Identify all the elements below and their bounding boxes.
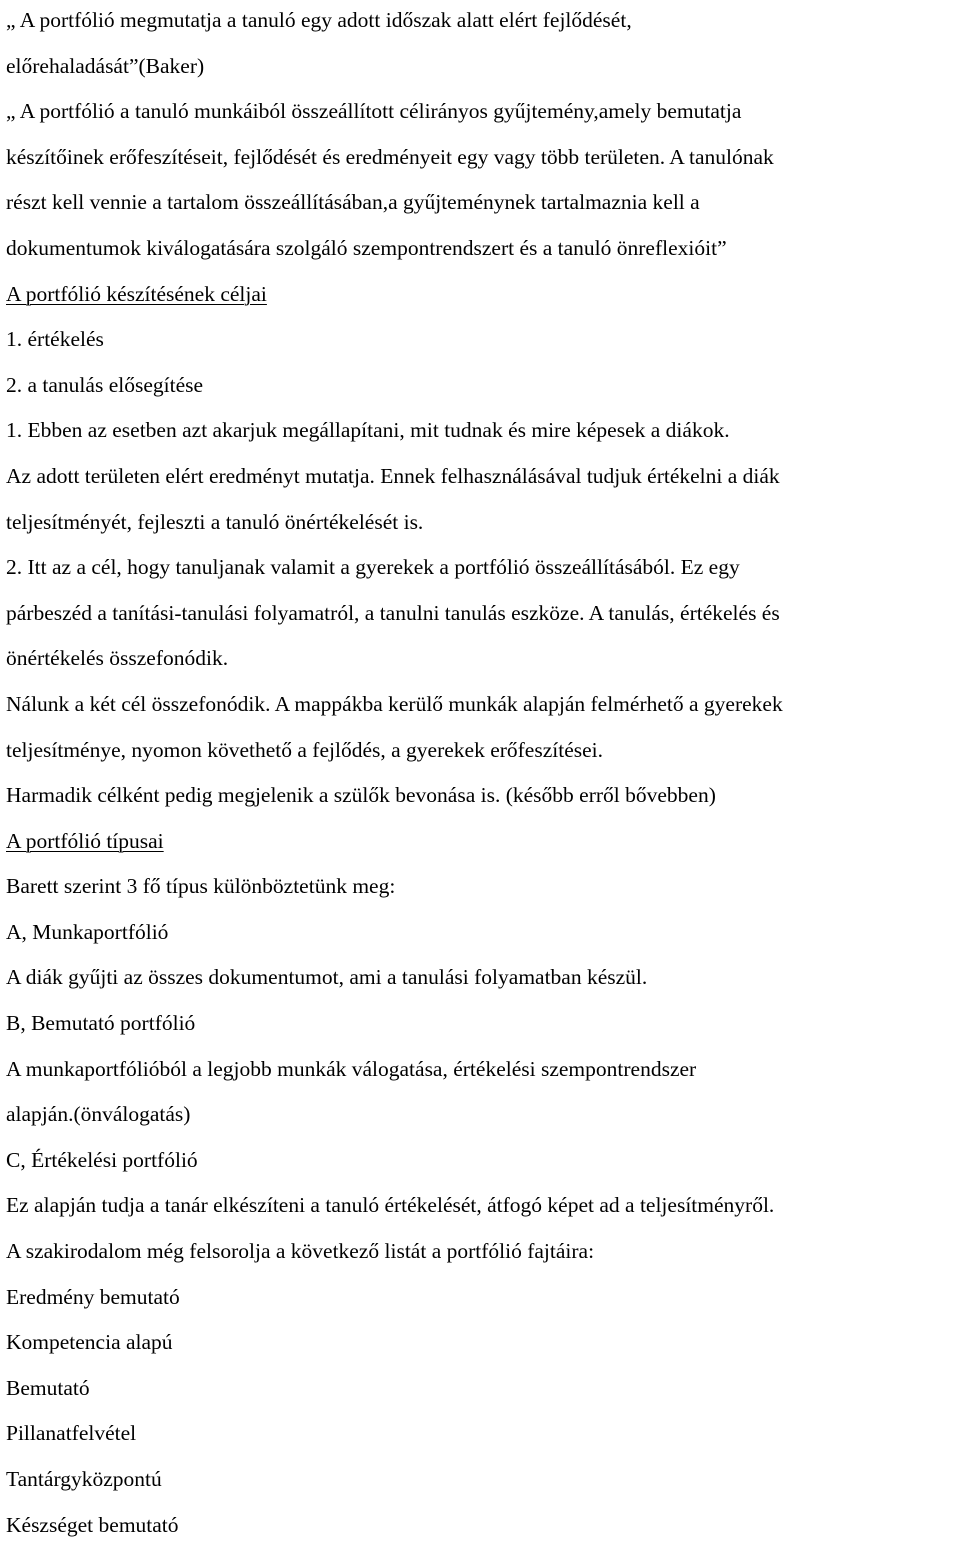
quote-definition-line-4: dokumentumok kiválogatására szolgáló szempontrendszert és a tanuló önreflexióit” [6, 235, 727, 260]
goal-item-1: 1. értékelés [6, 327, 104, 352]
third-goal-line: Harmadik célként pedig megjelenik a szülők bevonása is. (később erről bővebben) [6, 783, 716, 808]
goal-2-paragraph-line-3: önértékelés összefonódik. [6, 646, 229, 671]
goal-1-paragraph-line-1: 1. Ebben az esetben azt akarjuk megállapítani, mit tudnak és mire képesek a diákok. [6, 418, 730, 443]
goal-2-paragraph-line-1: 2. Itt az a cél, hogy tanuljanak valamit a gyerekek a portfólió összeállításából. Ez egy [6, 555, 740, 580]
types-intro: Barett szerint 3 fő típus különböztetünk meg: [6, 874, 396, 899]
goal-1-paragraph-line-3: teljesítményét, fejleszti a tanuló önértékelését is. [6, 509, 424, 534]
heading-types: A portfólió típusai [6, 828, 164, 853]
list-item: Kompetencia alapú [6, 1330, 173, 1355]
list-item: Pillanatfelvétel [6, 1421, 137, 1446]
type-a-title: A, Munkaportfólió [6, 919, 169, 944]
document-page [6, 0, 958, 1548]
combined-goals-line-2: teljesítménye, nyomon követhető a fejlődés, a gyerekek erőfeszítései. [6, 737, 604, 762]
literature-list-intro: A szakirodalom még felsorolja a következő listát a portfólió fajtáira: [6, 1239, 595, 1264]
type-b-description-line-1: A munkaportfólióból a legjobb munkák válogatása, értékelési szempontrendszer [6, 1056, 697, 1081]
list-item: Készséget bemutató [6, 1512, 179, 1537]
heading-goals: A portfólió készítésének céljai [6, 281, 267, 306]
type-a-description: A diák gyűjti az összes dokumentumot, ami a tanulási folyamatban készül. [6, 965, 648, 990]
quote-baker-line-2: előrehaladását”(Baker) [6, 53, 205, 78]
quote-definition-line-1: „ A portfólió a tanuló munkáiból összeállított célirányos gyűjtemény,amely bemutatja [6, 99, 742, 124]
combined-goals-line-1: Nálunk a két cél összefonódik. A mappákba kerülő munkák alapján felmérhető a gyerekek [6, 691, 783, 716]
type-b-description-line-2: alapján.(önválogatás) [6, 1102, 191, 1127]
type-b-title: B, Bemutató portfólió [6, 1011, 196, 1036]
quote-definition-line-2: készítőinek erőfeszítéseit, fejlődését és eredményeit egy vagy több területen. A tanulónak [6, 144, 774, 169]
quote-baker-line-1: „ A portfólió megmutatja a tanuló egy adott időszak alatt elért fejlődését, [6, 8, 632, 32]
goal-item-2: 2. a tanulás elősegítése [6, 372, 204, 397]
type-c-description: Ez alapján tudja a tanár elkészíteni a tanuló értékelését, átfogó képet ad a teljesítményről. [6, 1193, 775, 1218]
goal-2-paragraph-line-2: párbeszéd a tanítási-tanulási folyamatról, a tanulni tanulás eszköze. A tanulás, értékelés és [6, 600, 780, 625]
list-item: Eredmény bemutató [6, 1284, 180, 1309]
type-c-title: C, Értékelési portfólió [6, 1147, 198, 1172]
list-item: Tantárgyközpontú [6, 1467, 162, 1491]
goal-1-paragraph-line-2: Az adott területen elért eredményt mutatja. Ennek felhasználásával tudjuk értékelni a diák [6, 463, 780, 488]
list-item: Bemutató [6, 1375, 90, 1400]
quote-definition-line-3: részt kell vennie a tartalom összeállításában,a gyűjteménynek tartalmaznia kell a [6, 190, 700, 215]
